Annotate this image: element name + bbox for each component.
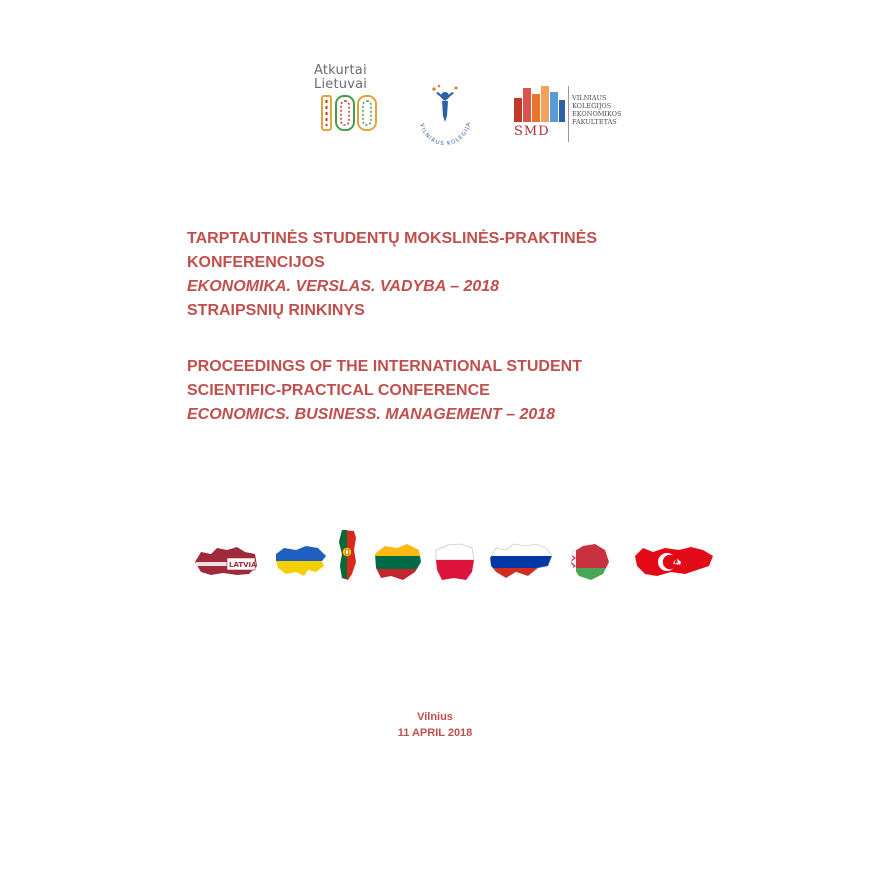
belarus-map-flag <box>569 542 611 582</box>
title-en-line: SCIENTIFIC-PRACTICAL CONFERENCE <box>187 382 490 399</box>
centenary-number-graphic <box>318 94 380 132</box>
faculty-name-line: FAKULTETAS <box>572 118 617 126</box>
title-lt-conference-name: EKONOMIKA. VERSLAS. VADYBA – 2018 <box>187 278 500 295</box>
title-en-conference-name: ECONOMICS. BUSINESS. MANAGEMENT – 2018 <box>187 406 556 423</box>
atkurtai-lietuvai-100-logo <box>314 64 384 138</box>
faculty-name <box>572 94 621 126</box>
poland-map-flag <box>434 542 476 582</box>
logo-text-line1: Atkurtai <box>314 63 367 78</box>
participating-countries-row <box>190 528 720 588</box>
smd-faculty-logo <box>512 84 632 146</box>
college-name-arc: VILNIAUS KOLEGIJA <box>418 121 473 148</box>
logo-text-line2: Lietuvai <box>314 77 368 92</box>
conference-title-block <box>187 227 787 427</box>
title-lt-line: KONFERENCIJOS <box>187 254 325 271</box>
svg-text:VILNIAUS KOLEGIJA <box>418 121 472 147</box>
smd-bars-graphic <box>512 84 568 124</box>
portugal-map-flag <box>336 528 360 582</box>
smd-abbreviation: SMD <box>514 124 550 139</box>
ukraine-map-flag <box>274 544 328 578</box>
publication-date: 11 APRIL 2018 <box>397 727 473 739</box>
college-emblem <box>412 82 478 148</box>
publication-city: Vilnius <box>417 711 453 723</box>
logo-divider <box>568 86 569 142</box>
title-lt-collection: STRAIPSNIŲ RINKINYS <box>187 302 365 319</box>
latvia-label: LATVIA <box>229 561 257 569</box>
lithuania-map-flag <box>373 542 423 582</box>
title-en-line: PROCEEDINGS OF THE INTERNATIONAL STUDENT <box>187 358 582 375</box>
turkey-map-flag <box>633 544 715 580</box>
vilniaus-kolegija-logo <box>412 82 478 148</box>
faculty-name-line: EKONOMIKOS <box>572 110 622 118</box>
title-lt-line: TARPTAUTINĖS STUDENTŲ MOKSLINĖS-PRAKTINĖS <box>187 230 598 247</box>
faculty-name-line: VILNIAUS <box>572 94 607 102</box>
latvia-map-flag <box>193 544 259 578</box>
russia-map-flag <box>488 542 554 582</box>
faculty-name-line: KOLEGIJOS <box>572 102 612 110</box>
